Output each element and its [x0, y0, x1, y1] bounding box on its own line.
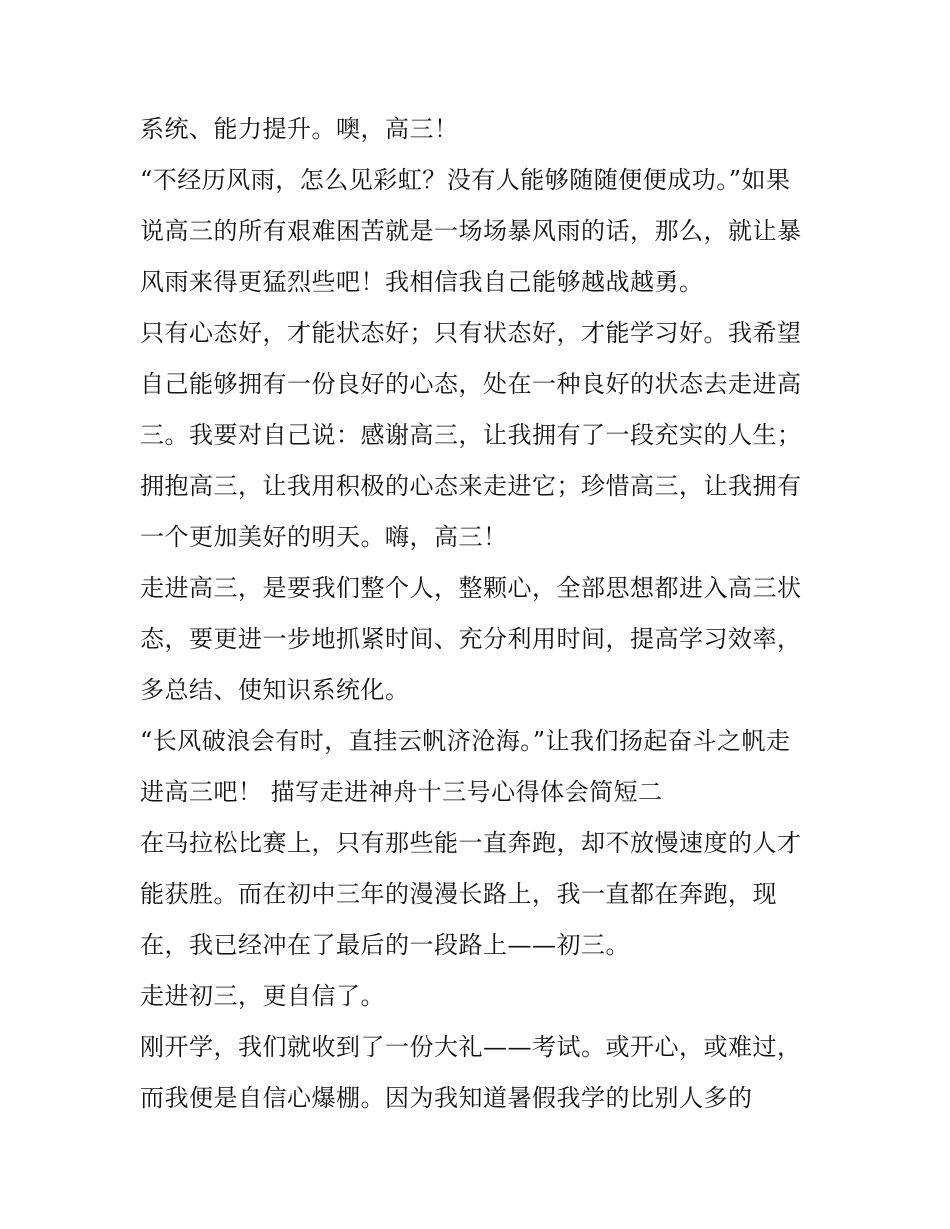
text-line: “长风破浪会有时，直挂云帆济沧海。”让我们扬起奋斗之帆走	[140, 727, 791, 755]
text-line: 自己能够拥有一份良好的心态，处在一种良好的状态去走进高	[140, 370, 802, 398]
text-line: 三。我要对自己说：感谢高三，让我拥有了一段充实的人生；	[140, 421, 802, 449]
text-line: 刚开学，我们就收到了一份大礼——考试。或开心，或难过，	[140, 1033, 802, 1061]
text-line: 能获胜。而在初中三年的漫漫长路上，我一直都在奔跑，现	[140, 880, 777, 908]
text-line: 走进初三，更自信了。	[140, 982, 385, 1010]
text-line: 多总结、使知识系统化。	[140, 676, 410, 704]
text-line: 在马拉松比赛上，只有那些能一直奔跑，却不放慢速度的人才	[140, 829, 802, 857]
text-line: 风雨来得更猛烈些吧！我相信我自己能够越战越勇。	[140, 268, 704, 296]
text-line: “不经历风雨，怎么见彩虹？没有人能够随随便便成功。”如果	[140, 166, 791, 194]
text-line: 走进高三，是要我们整个人，整颗心，全部思想都进入高三状	[140, 574, 802, 602]
text-line: 态，要更进一步地抓紧时间、充分利用时间，提高学习效率，	[140, 625, 802, 653]
document-body	[140, 104, 820, 1124]
text-line: 在，我已经冲在了最后的一段路上——初三。	[140, 931, 630, 959]
text-line: 只有心态好，才能状态好；只有状态好，才能学习好。我希望	[140, 319, 802, 347]
text-line: 而我便是自信心爆棚。因为我知道暑假我学的比别人多的	[140, 1084, 753, 1112]
text-line: 进高三吧！ 描写走进神舟十三号心得体会简短二	[140, 778, 663, 806]
text-line: 一个更加美好的明天。嗨，高三！	[140, 523, 508, 551]
text-line: 系统、能力提升。噢，高三！	[140, 115, 459, 143]
text-line: 拥抱高三，让我用积极的心态来走进它；珍惜高三，让我拥有	[140, 472, 802, 500]
text-line: 说高三的所有艰难困苦就是一场场暴风雨的话，那么，就让暴	[140, 217, 802, 245]
